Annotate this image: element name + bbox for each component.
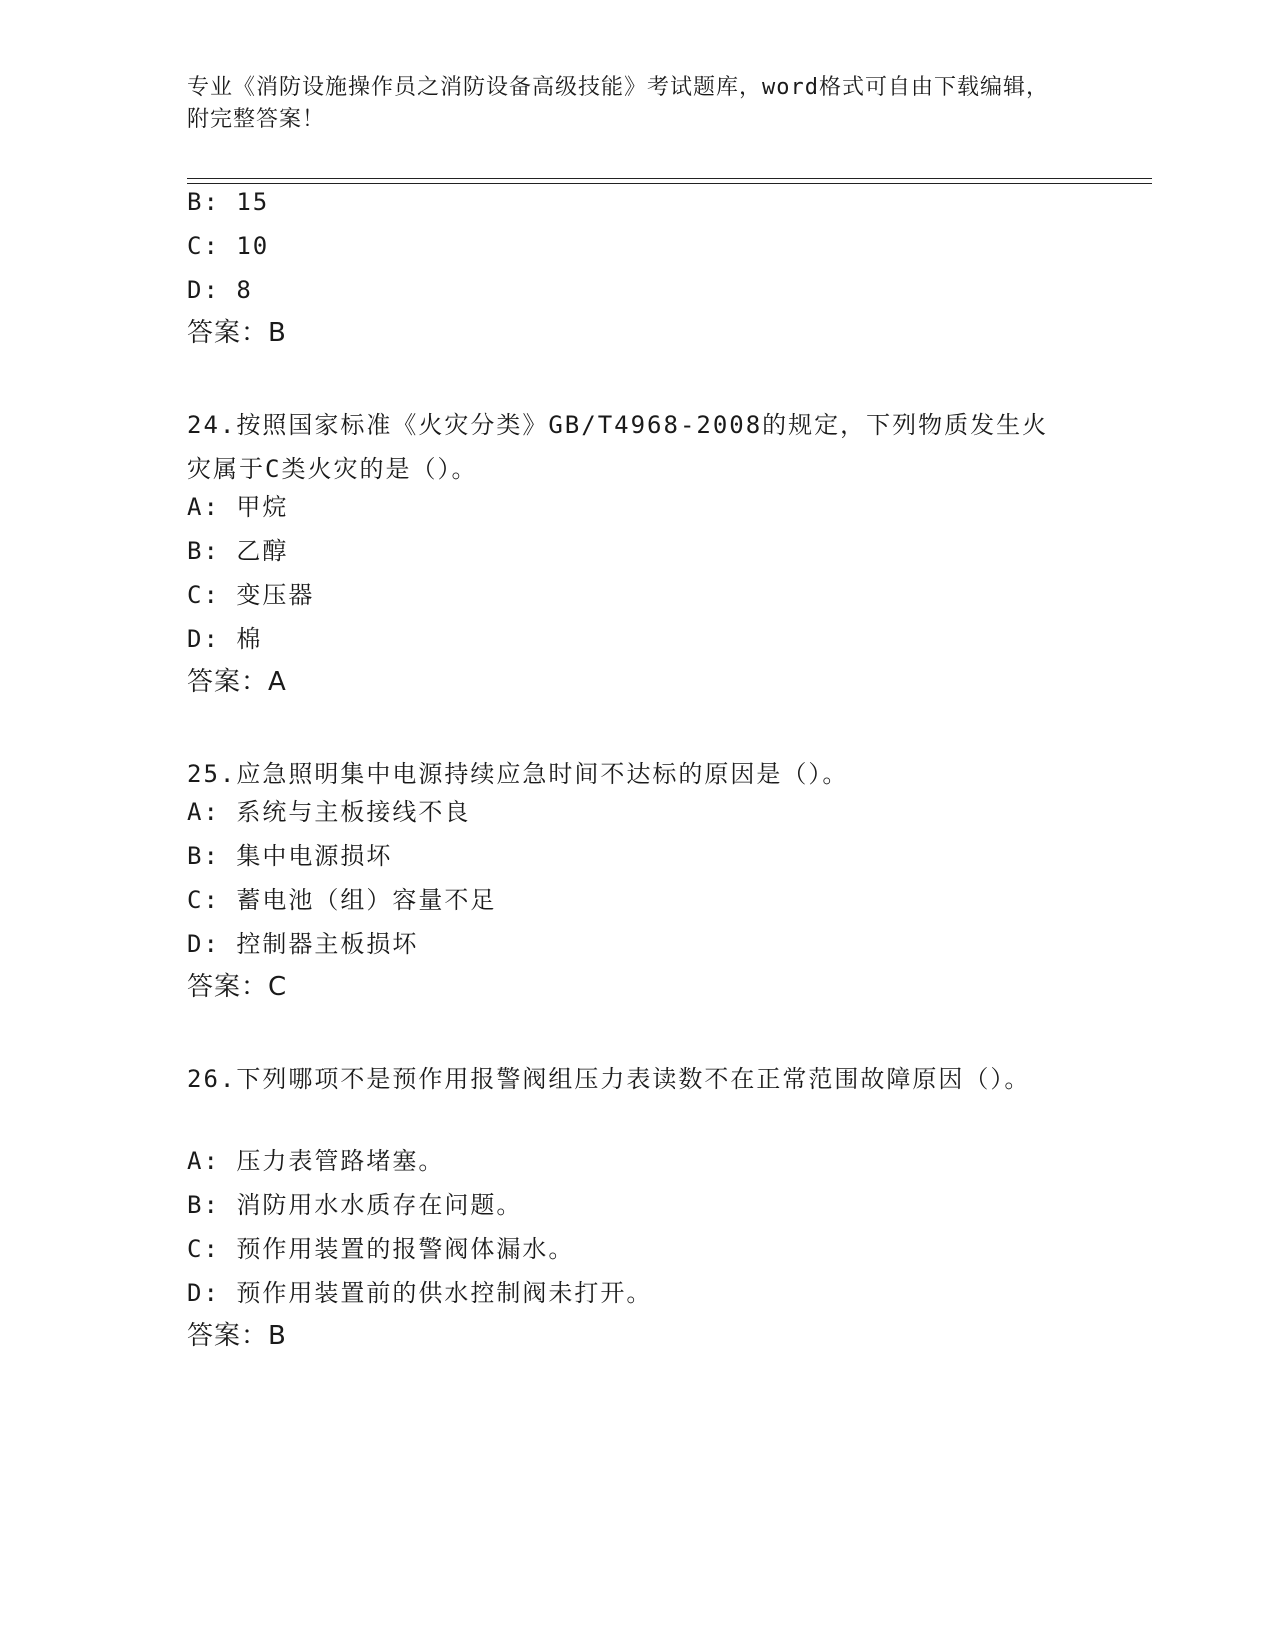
q24-answer: 答案：A bbox=[187, 667, 287, 697]
q25-option-d: D: 控制器主板损坏 bbox=[187, 930, 419, 958]
q23-option-d: D: 8 bbox=[187, 276, 253, 304]
q23-answer: 答案：B bbox=[187, 318, 287, 348]
header-divider-top bbox=[187, 178, 1152, 179]
q24-option-b: B: 乙醇 bbox=[187, 537, 289, 565]
q24-option-d: D: 棉 bbox=[187, 625, 263, 653]
q26-question: 26.下列哪项不是预作用报警阀组压力表读数不在正常范围故障原因（）。 bbox=[187, 1065, 1031, 1093]
q25-answer: 答案：C bbox=[187, 972, 288, 1002]
q24-question: 24.按照国家标准《火灾分类》GB/T4968-2008的规定，下列物质发生火灾属于C类火灾的是（）。 bbox=[187, 411, 1049, 483]
q24-option-c: C: 变压器 bbox=[187, 581, 315, 609]
q24-option-a: A: 甲烷 bbox=[187, 493, 289, 521]
q26-answer: 答案：B bbox=[187, 1321, 287, 1351]
q25-option-a: A: 系统与主板接线不良 bbox=[187, 798, 471, 826]
q23-option-c: C: 10 bbox=[187, 232, 270, 260]
q25-option-b: B: 集中电源损坏 bbox=[187, 842, 393, 870]
q26-option-b: B: 消防用水水质存在问题。 bbox=[187, 1191, 523, 1219]
document-header: 专业《消防设施操作员之消防设备高级技能》考试题库，word格式可自由下载编辑，附完整答案！ bbox=[187, 75, 1049, 132]
q25-question: 25.应急照明集中电源持续应急时间不达标的原因是（）。 bbox=[187, 760, 849, 788]
q26-option-c: C: 预作用装置的报警阀体漏水。 bbox=[187, 1235, 575, 1263]
header-divider-bottom bbox=[187, 183, 1152, 184]
q25-option-c: C: 蓄电池（组）容量不足 bbox=[187, 886, 497, 914]
q26-option-a: A: 压力表管路堵塞。 bbox=[187, 1147, 445, 1175]
q26-option-d: D: 预作用装置前的供水控制阀未打开。 bbox=[187, 1279, 653, 1307]
q23-option-b: B: 15 bbox=[187, 188, 270, 216]
